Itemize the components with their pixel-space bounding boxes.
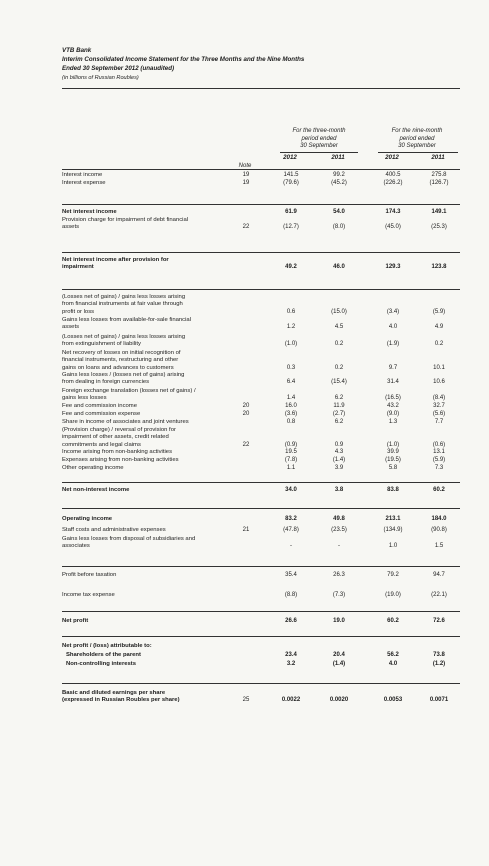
row-label [62,572,234,579]
row-label-line: from dealing in foreign currencies [62,379,150,386]
row-label-line: Net interest income [62,209,117,215]
row-value: (226.2) [383,180,403,186]
section-rule [62,508,460,509]
row-label-line: Gains less losses from disposal of subsidiaries and [62,536,196,542]
row-label-line: Staff costs and administrative expenses [62,527,166,533]
row-value: 26.6 [285,618,297,624]
row-label [62,388,234,403]
row-value: 1.0 [388,543,398,550]
row-label-line: Non-controlling interests [66,661,137,667]
row-value: (8.0) [332,224,346,231]
row-label-line: (Losses net of gains) / gains less losses arising [62,294,186,300]
section-rule [62,611,460,612]
row-value: (25.3) [431,224,447,231]
row-label-line: financial instruments, restructuring and other [62,357,179,364]
row-label-line: gains less losses [62,395,107,402]
row-value: (12.7) [283,224,299,231]
row-label [62,536,234,551]
row-value: 400.5 [385,172,401,178]
row-value: 79.2 [387,572,399,578]
row-value: 7.3 [434,465,444,471]
row-value: 72.6 [433,618,445,624]
row-value: 20.4 [333,652,345,658]
row-value: 3.8 [334,487,344,493]
section-rule [62,482,460,483]
row-value: 4.3 [334,449,344,455]
row-value: (8.8) [284,592,298,598]
row-value: 213.1 [385,516,401,522]
row-label [62,350,234,372]
row-value: 94.7 [433,572,445,578]
row-label-line: Interest income [62,172,103,178]
row-value: 23.4 [285,652,297,658]
row-value: 10.6 [433,379,445,386]
row-label [62,180,234,187]
row-value: 54.0 [333,209,345,215]
row-label [62,403,234,410]
row-label-line: Foreign exchange translation (losses net of gains) / [62,388,196,394]
row-value: 7.7 [434,419,444,425]
row-label [62,527,234,534]
row-value: (5.9) [432,308,446,315]
row-value: 0.0053 [383,697,403,704]
row-value: 4.0 [388,324,398,331]
row-value: 141.5 [283,172,299,178]
row-label-line: Net profit / (loss) attributable to: [62,643,152,649]
row-note: 25 [242,697,250,704]
row-value: 184.0 [431,516,447,522]
row-value: 0.0071 [429,697,449,704]
row-label [62,661,234,668]
row-value: (45.0) [385,224,401,231]
row-value: (2.7) [332,411,346,417]
row-note: 22 [242,224,250,231]
row-value: (7.3) [332,592,346,598]
row-label-line: assets [62,224,80,231]
row-value: (134.9) [383,527,403,533]
row-value: 32.7 [433,403,445,409]
row-label-line: Provision charge for impairment of debt financial [62,217,189,223]
row-value: 6.2 [334,419,344,425]
row-label [62,516,234,523]
row-value: (19.0) [385,592,401,598]
row-label [62,457,234,464]
row-label [62,449,234,456]
row-value: - [290,543,292,550]
row-value: 31.4 [387,379,399,386]
row-label-line: Share in income of associates and joint ventures [62,419,189,425]
row-value: 34.0 [285,487,297,493]
row-value: (23.5) [331,527,347,533]
row-value: 4.0 [388,661,398,667]
row-value: 99.2 [333,172,345,178]
row-label [62,419,234,426]
row-value: 1.5 [434,543,444,550]
row-value: (45.2) [331,180,347,186]
row-value: 1.1 [286,465,296,471]
year-header: 2012 [385,154,399,161]
note-column-header: Note [238,163,252,169]
row-label [62,643,234,650]
row-value: 60.2 [387,618,399,624]
row-value: 6.4 [286,379,296,386]
row-label-line: Shareholders of the parent [66,652,141,658]
row-value: (90.8) [431,527,447,533]
row-value: 1.3 [388,419,398,425]
row-value: 83.8 [387,487,399,493]
row-value: (3.6) [284,411,298,417]
row-label [62,592,234,599]
row-value: (1.9) [386,341,400,348]
row-label [62,172,234,179]
column-header-rule [62,169,460,170]
section-rule [62,683,460,684]
row-value: (0.6) [432,441,446,448]
row-label [62,257,234,272]
row-value: 123.8 [431,264,447,271]
row-value: (7.8) [284,457,298,463]
row-label [62,411,234,418]
row-value: - [338,543,340,550]
row-value: 61.9 [285,209,297,215]
row-value: (15.0) [331,308,347,315]
column-group-three-month: For the three-month period ended 30 September [292,128,346,149]
row-label [62,690,234,705]
row-value: (1.0) [284,341,298,348]
row-value: 83.2 [285,516,297,522]
row-value: 49.2 [285,264,297,271]
row-value: (8.4) [432,395,446,402]
header-rule [62,88,460,89]
row-label-line: impairment [62,264,94,271]
row-label-line: Net profit [62,618,89,624]
row-label-line: Income arising from non-banking activities [62,449,173,455]
row-label [62,294,234,316]
row-value: (19.5) [385,457,401,463]
row-value: (16.5) [385,395,401,402]
row-value: 0.6 [286,308,296,315]
row-label-line: (Losses net of gains) / gains less losses arising [62,334,186,340]
row-value: (1.0) [386,441,400,448]
row-value: 60.2 [433,487,445,493]
row-value: 0.8 [286,419,296,425]
row-value: 9.7 [388,364,398,371]
year-header: 2011 [331,154,345,161]
row-value: 19.5 [285,449,297,455]
row-label-line: Net recovery of losses on initial recognition of [62,350,181,356]
row-value: 49.8 [333,516,345,522]
row-value: 5.8 [388,465,398,471]
row-value: 0.2 [334,341,344,348]
section-rule [62,204,460,205]
row-value: 1.2 [286,324,296,331]
row-label-line: Expenses arising from non-banking activities [62,457,179,463]
row-label [62,652,234,659]
row-value: 129.3 [385,264,401,271]
row-label-line: Basic and diluted earnings per share [62,690,166,696]
row-label [62,618,234,625]
row-label [62,372,234,387]
row-value: (1.4) [332,457,346,463]
row-value: 16.0 [285,403,297,409]
row-value: 275.8 [431,172,447,178]
row-label [62,217,234,232]
row-note: 22 [242,441,250,448]
row-value: (3.4) [386,308,400,315]
row-value: (126.7) [429,180,449,186]
row-value: (79.6) [283,180,299,186]
row-value: 46.0 [333,264,345,271]
row-value: 35.4 [285,572,297,578]
row-value: 19.0 [333,618,345,624]
row-value: 10.1 [433,364,445,371]
row-label-line: Gains less losses / (losses net of gains) arising [62,372,185,378]
row-value: 0.2 [334,364,344,371]
section-rule [62,252,460,253]
row-value: 0.2 [434,341,444,348]
row-value: 4.9 [434,324,444,331]
bank-name: VTB Bank [62,47,92,54]
year-header: 2012 [283,154,297,161]
row-label-line: Interest expense [62,180,106,186]
row-value: 43.2 [387,403,399,409]
row-value: (5.9) [432,457,446,463]
row-value: 11.9 [333,403,345,409]
row-value: 0.0022 [281,697,301,704]
row-label-line: commitments and legal claims [62,441,141,448]
row-label [62,427,234,449]
row-value: (0.9) [284,441,298,448]
row-label-line: Operating income [62,516,113,522]
row-value: 13.1 [433,449,445,455]
row-value: 0.3 [286,364,296,371]
column-group-nine-month: For the nine-month period ended 30 September [391,128,443,149]
row-label-line: Income tax expense [62,592,115,598]
statement-title: Interim Consolidated Income Statement for the Three Months and the Nine Months [62,56,305,63]
row-label [62,209,234,216]
row-note: 20 [242,411,250,417]
statement-units: (in billions of Russian Roubles) [62,75,139,81]
row-label [62,317,234,332]
row-label [62,487,234,494]
row-label-line: Fee and commission income [62,403,137,409]
group2-rule [378,152,458,153]
section-rule [62,636,460,637]
row-value: (1.2) [432,661,446,667]
row-value: (47.8) [283,527,299,533]
row-value: (1.4) [332,661,346,667]
statement-period: Ended 30 September 2012 (unaudited) [62,65,175,72]
year-header: 2011 [431,154,445,161]
row-value: (5.6) [432,411,446,417]
row-value: (15.4) [331,379,347,386]
row-note: 21 [242,527,250,533]
row-value: 1.4 [286,395,296,402]
row-label-line: Fee and commission expense [62,411,141,417]
row-value: (9.0) [386,411,400,417]
row-note: 20 [242,403,250,409]
section-rule [62,566,460,567]
group1-rule [280,152,358,153]
row-label-line: Profit before taxation [62,572,117,578]
row-label-line: (expressed in Russian Roubles per share) [62,697,180,704]
row-label [62,334,234,349]
row-label-line: associates [62,543,90,550]
row-label [62,465,234,472]
row-note: 19 [242,172,250,178]
row-value: 73.8 [433,652,445,658]
row-label-line: from extinguishment of liability [62,341,141,348]
row-label-line: impairment of other assets, credit related [62,434,169,441]
row-value: 56.2 [387,652,399,658]
row-value: 149.1 [431,209,447,215]
row-value: 0.0020 [329,697,349,704]
row-label-line: (Provision charge) / reversal of provision for [62,427,176,433]
row-value: 174.3 [385,209,401,215]
row-value: 39.9 [387,449,399,455]
row-label-line: assets [62,324,80,331]
row-label-line: profit or loss [62,308,95,315]
row-value: 4.5 [334,324,344,331]
row-value: 6.2 [334,395,344,402]
row-label-line: Net non-interest income [62,487,130,493]
row-label-line: gains on loans and advances to customers [62,364,174,371]
section-rule [62,289,460,290]
row-label-line: from financial instruments at fair value through [62,301,183,308]
row-value: 26.3 [333,572,345,578]
row-value: 3.2 [286,661,296,667]
row-label-line: Other operating income [62,465,124,471]
row-note: 19 [242,180,250,186]
row-value: (22.1) [431,592,447,598]
row-label-line: Gains less losses from available-for-sale financial [62,317,191,323]
row-label-line: Net interest income after provision for [62,257,169,263]
row-value: 0.9 [334,441,344,448]
row-value: 3.9 [334,465,344,471]
